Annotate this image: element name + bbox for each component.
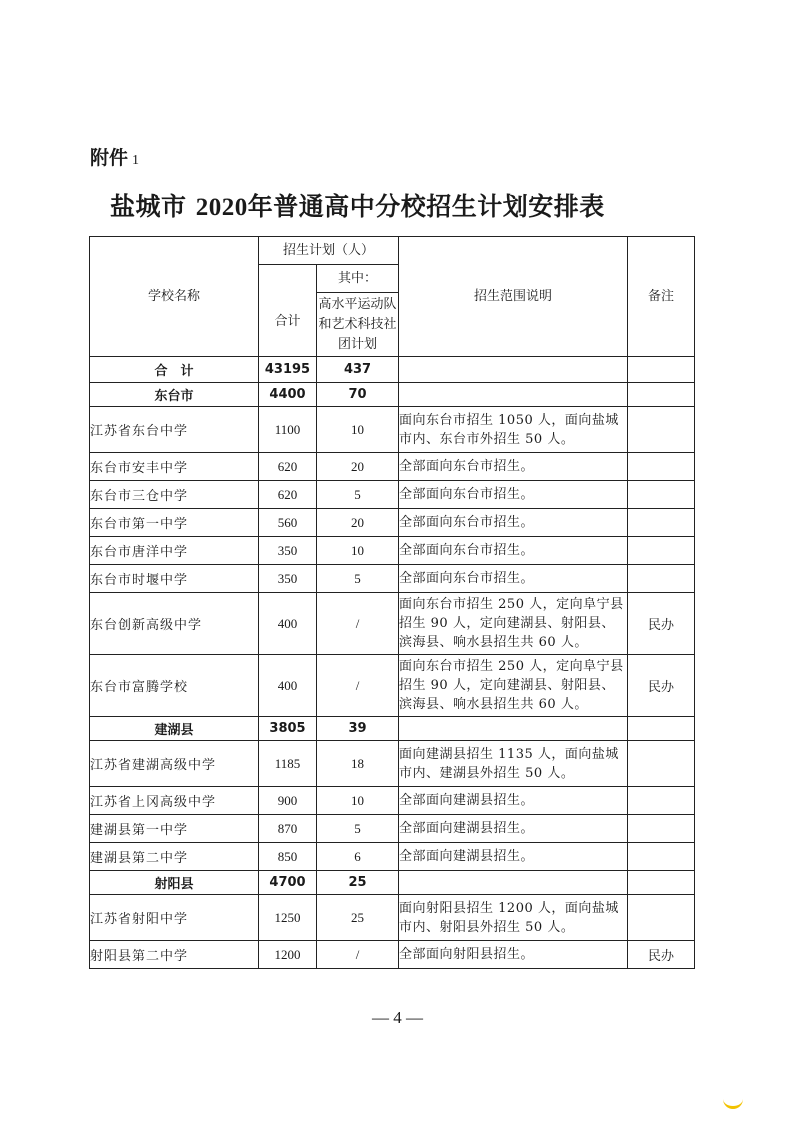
table-row [90,941,695,969]
scope-cell: 全部面向东台市招生。 [399,537,628,565]
school-name: 东台市第一中学 [90,509,259,537]
note-cell [628,843,695,871]
total-cell: 850 [259,843,317,871]
total-cell: 1185 [259,741,317,787]
special-cell: 25 [317,895,399,941]
special-cell: / [317,941,399,969]
enrollment-plan-table [89,236,695,969]
school-name: 射阳县 [90,871,259,895]
total-cell: 4700 [259,871,317,895]
attachment-label: 附件 1 [90,147,140,169]
header-school-name: 学校名称 [90,237,259,357]
school-name: 建湖县 [90,717,259,741]
note-cell [628,741,695,787]
special-cell: 10 [317,787,399,815]
total-cell: 400 [259,593,317,655]
header-note: 备注 [628,237,695,357]
total-cell: 1200 [259,941,317,969]
total-cell: 350 [259,565,317,593]
total-cell: 900 [259,787,317,815]
total-cell: 350 [259,537,317,565]
table-row [90,741,695,787]
total-cell: 620 [259,453,317,481]
school-name: 东台创新高级中学 [90,593,259,655]
scope-cell: 全部面向东台市招生。 [399,565,628,593]
total-cell: 1100 [259,407,317,453]
header-total: 合计 [259,265,317,357]
note-cell [628,787,695,815]
total-cell: 870 [259,815,317,843]
scope-cell [399,871,628,895]
scope-cell: 面向射阳县招生 1200 人，面向盐城市内、射阳县外招生 50 人。 [399,895,628,941]
group-row [90,871,695,895]
scope-cell: 面向东台市招生 250 人，定向阜宁县招生 90 人，定向建湖县、射阳县、滨海县、响水县招生共 60 人。 [399,593,628,655]
grand-total-row [90,357,695,383]
total-cell: 560 [259,509,317,537]
school-name: 江苏省射阳中学 [90,895,259,941]
note-cell [628,537,695,565]
special-cell: / [317,655,399,717]
table-row [90,453,695,481]
header-row [90,237,695,265]
table-row [90,787,695,815]
note-cell [628,407,695,453]
total-cell: 3805 [259,717,317,741]
header-among: 其中： [317,265,399,293]
school-name: 江苏省建湖高级中学 [90,741,259,787]
school-name: 江苏省东台中学 [90,407,259,453]
note-cell [628,453,695,481]
scope-cell: 全部面向建湖县招生。 [399,843,628,871]
special-cell: 20 [317,453,399,481]
group-row [90,383,695,407]
table-row [90,815,695,843]
corner-mark [723,1098,743,1109]
special-cell: 10 [317,537,399,565]
header-plan: 招生计划（人） [259,237,399,265]
scope-cell: 全部面向建湖县招生。 [399,815,628,843]
table-row [90,509,695,537]
note-cell [628,717,695,741]
scope-cell: 全部面向东台市招生。 [399,481,628,509]
scope-cell: 全部面向射阳县招生。 [399,941,628,969]
special-cell: 6 [317,843,399,871]
note-cell: 民办 [628,941,695,969]
special-cell: 10 [317,407,399,453]
scope-cell: 全部面向东台市招生。 [399,453,628,481]
note-cell [628,383,695,407]
table-row [90,537,695,565]
school-name: 东台市唐洋中学 [90,537,259,565]
total-cell: 400 [259,655,317,717]
school-name: 东台市富腾学校 [90,655,259,717]
note-cell [628,509,695,537]
note-cell [628,565,695,593]
table-row [90,565,695,593]
special-cell: / [317,593,399,655]
total-cell: 1250 [259,895,317,941]
note-cell: 民办 [628,593,695,655]
school-name: 东台市三仓中学 [90,481,259,509]
grand-total-label: 合 计 [90,357,259,383]
special-cell: 5 [317,565,399,593]
scope-cell: 全部面向东台市招生。 [399,509,628,537]
note-cell [628,815,695,843]
grand-total-special: 437 [317,357,399,383]
scope-cell: 全部面向建湖县招生。 [399,787,628,815]
table-row [90,407,695,453]
school-name: 射阳县第二中学 [90,941,259,969]
scope-cell: 面向建湖县招生 1135 人，面向盐城市内、建湖县外招生 50 人。 [399,741,628,787]
table-row [90,655,695,717]
school-name: 建湖县第二中学 [90,843,259,871]
table-row [90,593,695,655]
special-cell: 18 [317,741,399,787]
scope-cell: 面向东台市招生 250 人，定向阜宁县招生 90 人，定向建湖县、射阳县、滨海县、响水县招生共 60 人。 [399,655,628,717]
special-cell: 20 [317,509,399,537]
total-cell: 4400 [259,383,317,407]
special-cell: 5 [317,815,399,843]
table-row [90,481,695,509]
school-name: 江苏省上冈高级中学 [90,787,259,815]
scope-cell [399,717,628,741]
table-row [90,843,695,871]
special-cell: 25 [317,871,399,895]
table-body [90,237,695,969]
group-row [90,717,695,741]
note-cell [628,481,695,509]
special-cell: 70 [317,383,399,407]
special-cell: 39 [317,717,399,741]
header-special: 高水平运动队和艺术科技社团计划 [317,293,399,357]
page-title: 盐城市 2020年普通高中分校招生计划安排表 [110,192,605,221]
table-row [90,895,695,941]
scope-cell [399,383,628,407]
note-cell [628,895,695,941]
note-cell: 民办 [628,655,695,717]
special-cell: 5 [317,481,399,509]
school-name: 东台市 [90,383,259,407]
school-name: 东台市安丰中学 [90,453,259,481]
total-cell: 620 [259,481,317,509]
page-number: — 4 — [372,1008,423,1027]
header-scope: 招生范围说明 [399,237,628,357]
note-cell [628,871,695,895]
school-name: 东台市时堰中学 [90,565,259,593]
school-name: 建湖县第一中学 [90,815,259,843]
grand-total-total: 43195 [259,357,317,383]
scope-cell: 面向东台市招生 1050 人，面向盐城市内、东台市外招生 50 人。 [399,407,628,453]
